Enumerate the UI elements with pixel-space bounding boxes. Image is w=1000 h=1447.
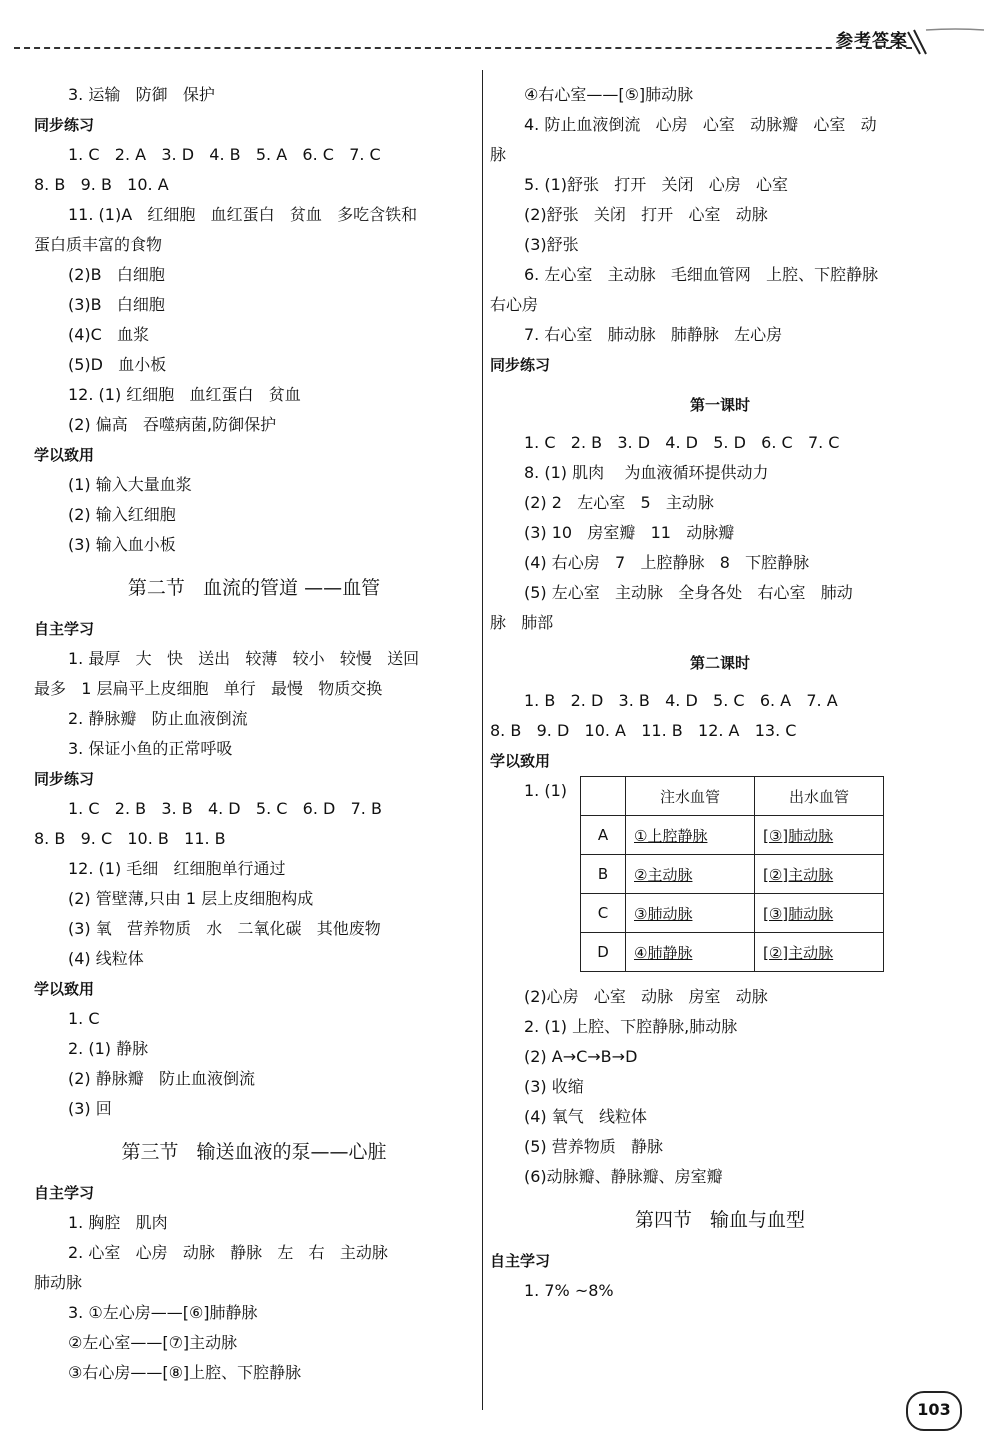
right-column	[490, 80, 950, 1306]
table-header-row	[581, 777, 884, 816]
left-column	[34, 80, 474, 1388]
answer-line: 2. (1) 静脉	[68, 1039, 149, 1058]
table-cell	[626, 855, 755, 894]
answer-line: 1. C 2. A 3. D 4. B 5. A 6. C 7. C	[68, 145, 381, 164]
answer-line: 2. 心室 心房 动脉 静脉 左 右 主动脉	[68, 1243, 388, 1262]
answer-line: 1. C 2. B 3. D 4. D 5. D 6. C 7. C	[524, 433, 840, 452]
answer-line: (3) 回	[68, 1099, 112, 1118]
header-corner-decoration-icon	[906, 22, 986, 56]
table-cell	[626, 933, 755, 972]
answer-line: (3)B 白细胞	[68, 295, 165, 314]
table-header-cell: 出水血管	[755, 777, 884, 816]
answer-line-continued: 脉	[490, 145, 507, 164]
table-cell-text: ①上腔静脉	[634, 826, 708, 845]
table-cell	[755, 933, 884, 972]
answer-line-continued: 8. B 9. D 10. A 11. B 12. A 13. C	[490, 721, 797, 740]
table-header-cell: 注水血管	[626, 777, 755, 816]
answer-line: 1. 最厚 大 快 送出 较薄 较小 较慢 送回	[68, 649, 420, 668]
page-title: 参考答案	[836, 31, 908, 51]
answer-line: (2) 2 左心室 5 主动脉	[524, 493, 714, 512]
answer-line: 1. C	[68, 1009, 100, 1028]
right-column-bottom	[490, 982, 950, 1306]
table-row-label: A	[581, 816, 626, 855]
table-question-label: 1. (1)	[524, 781, 568, 800]
answer-line-continued: 最多 1 层扁平上皮细胞 单行 最慢 物质交换	[34, 679, 383, 698]
lesson-subheading: 第二课时	[689, 654, 750, 672]
right-column-top	[490, 80, 950, 776]
answer-line: (4) 线粒体	[68, 949, 144, 968]
answer-line: 6. 左心室 主动脉 毛细血管网 上腔、下腔静脉	[524, 265, 879, 284]
table-cell	[626, 816, 755, 855]
answer-line-continued: 8. B 9. C 10. B 11. B	[34, 829, 226, 848]
lesson-subheading: 第一课时	[689, 396, 750, 414]
table-cell-text: [③]肺动脉	[763, 904, 834, 923]
answer-line: (2)舒张 关闭 打开 心室 动脉	[524, 205, 768, 224]
exercise-label: 同步练习	[490, 356, 551, 374]
table-header-cell	[581, 777, 626, 816]
answer-line: (5) 营养物质 静脉	[524, 1137, 664, 1156]
answer-line: (6)动脉瓣、静脉瓣、房室瓣	[524, 1167, 723, 1186]
table-cell	[755, 855, 884, 894]
section-heading: 第四节 输血与血型	[634, 1209, 806, 1231]
answer-line: 5. (1)舒张 打开 关闭 心房 心室	[524, 175, 789, 194]
answer-line: (2) 静脉瓣 防止血液倒流	[68, 1069, 256, 1088]
table-cell-text: [③]肺动脉	[763, 826, 834, 845]
answer-line: (4) 氧气 线粒体	[524, 1107, 648, 1126]
answer-line: (3) 输入血小板	[68, 535, 176, 554]
exercise-label: 自主学习	[34, 620, 95, 638]
section-heading: 第二节 血流的管道 ——血管	[127, 577, 381, 599]
answer-line: 1. C 2. B 3. B 4. D 5. C 6. D 7. B	[68, 799, 382, 818]
answer-line: 3. 运输 防御 保护	[68, 85, 215, 104]
answer-line: 1. B 2. D 3. B 4. D 5. C 6. A 7. A	[524, 691, 838, 710]
table-cell-text: ④肺静脉	[634, 943, 693, 962]
answer-line: 3. ①左心房——[⑥]肺静脉	[68, 1303, 258, 1322]
table-row	[581, 855, 884, 894]
column-divider	[482, 70, 483, 1410]
answer-line: ④右心室——[⑤]肺动脉	[524, 85, 694, 104]
answer-line: (3) 收缩	[524, 1077, 584, 1096]
answer-line-continued: 肺动脉	[34, 1273, 83, 1292]
answer-line: (3) 氧 营养物质 水 二氧化碳 其他废物	[68, 919, 381, 938]
exercise-label: 同步练习	[34, 116, 95, 134]
answer-line: (4) 右心房 7 上腔静脉 8 下腔静脉	[524, 553, 810, 572]
table-cell	[755, 816, 884, 855]
answer-line-continued: 右心房	[490, 295, 539, 314]
answer-line: (1) 输入大量血浆	[68, 475, 192, 494]
table-row-label: D	[581, 933, 626, 972]
exercise-label: 学以致用	[490, 752, 551, 770]
answer-line: (2) A→C→B→D	[524, 1047, 638, 1066]
answer-line: (2) 输入红细胞	[68, 505, 176, 524]
answer-line: (2) 偏高 吞噬病菌,防御保护	[68, 415, 277, 434]
answer-line: 4. 防止血液倒流 心房 心室 动脉瓣 心室 动	[524, 115, 877, 134]
answer-line: (2)B 白细胞	[68, 265, 165, 284]
exercise-label: 学以致用	[34, 446, 95, 464]
exercise-label: 学以致用	[34, 980, 95, 998]
answer-line: 8. (1) 肌肉 为血液循环提供动力	[524, 463, 769, 482]
blood-vessel-table	[580, 776, 884, 972]
answer-line-continued: 8. B 9. B 10. A	[34, 175, 169, 194]
table-row-label: C	[581, 894, 626, 933]
answer-line: 2. 静脉瓣 防止血液倒流	[68, 709, 248, 728]
answer-line-continued: 脉 肺部	[490, 613, 554, 632]
page-number: 103	[906, 1391, 962, 1431]
table-cell-text: [②]主动脉	[763, 943, 834, 962]
answer-line: (2) 管壁薄,只由 1 层上皮细胞构成	[68, 889, 314, 908]
exercise-label: 自主学习	[490, 1252, 551, 1270]
answer-line: 12. (1) 毛细 红细胞单行通过	[68, 859, 286, 878]
table-row	[581, 816, 884, 855]
answer-line-continued: 蛋白质丰富的食物	[34, 235, 163, 254]
table-row	[581, 933, 884, 972]
table-cell-text: ②主动脉	[634, 865, 693, 884]
table-cell-text: ③肺动脉	[634, 904, 693, 923]
answer-line: (5)D 血小板	[68, 355, 167, 374]
table-cell	[626, 894, 755, 933]
table-cell-text: [②]主动脉	[763, 865, 834, 884]
answer-line: (3)舒张	[524, 235, 579, 254]
table-cell	[755, 894, 884, 933]
exercise-label: 同步练习	[34, 770, 95, 788]
answer-line: (2)心房 心室 动脉 房室 动脉	[524, 987, 768, 1006]
answer-line: 1. 7% ~8%	[524, 1281, 614, 1300]
answer-table-section	[490, 776, 950, 982]
answer-line: 2. (1) 上腔、下腔静脉,肺动脉	[524, 1017, 738, 1036]
header-divider	[14, 47, 912, 49]
answer-line: 1. 胸腔 肌肉	[68, 1213, 168, 1232]
section-heading: 第三节 输送血液的泵——心脏	[121, 1141, 387, 1163]
answer-line: 3. 保证小鱼的正常呼吸	[68, 739, 233, 758]
answer-line: (4)C 血浆	[68, 325, 150, 344]
answer-line: (3) 10 房室瓣 11 动脉瓣	[524, 523, 735, 542]
answer-line: ②左心室——[⑦]主动脉	[68, 1333, 238, 1352]
answer-line: 11. (1)A 红细胞 血红蛋白 贫血 多吃含铁和	[68, 205, 418, 224]
answer-line: (5) 左心室 主动脉 全身各处 右心室 肺动	[524, 583, 853, 602]
answer-line: 12. (1) 红细胞 血红蛋白 贫血	[68, 385, 301, 404]
exercise-label: 自主学习	[34, 1184, 95, 1202]
answer-line: ③右心房——[⑧]上腔、下腔静脉	[68, 1363, 302, 1382]
answer-line: 7. 右心室 肺动脉 肺静脉 左心房	[524, 325, 783, 344]
table-row	[581, 894, 884, 933]
table-row-label: B	[581, 855, 626, 894]
